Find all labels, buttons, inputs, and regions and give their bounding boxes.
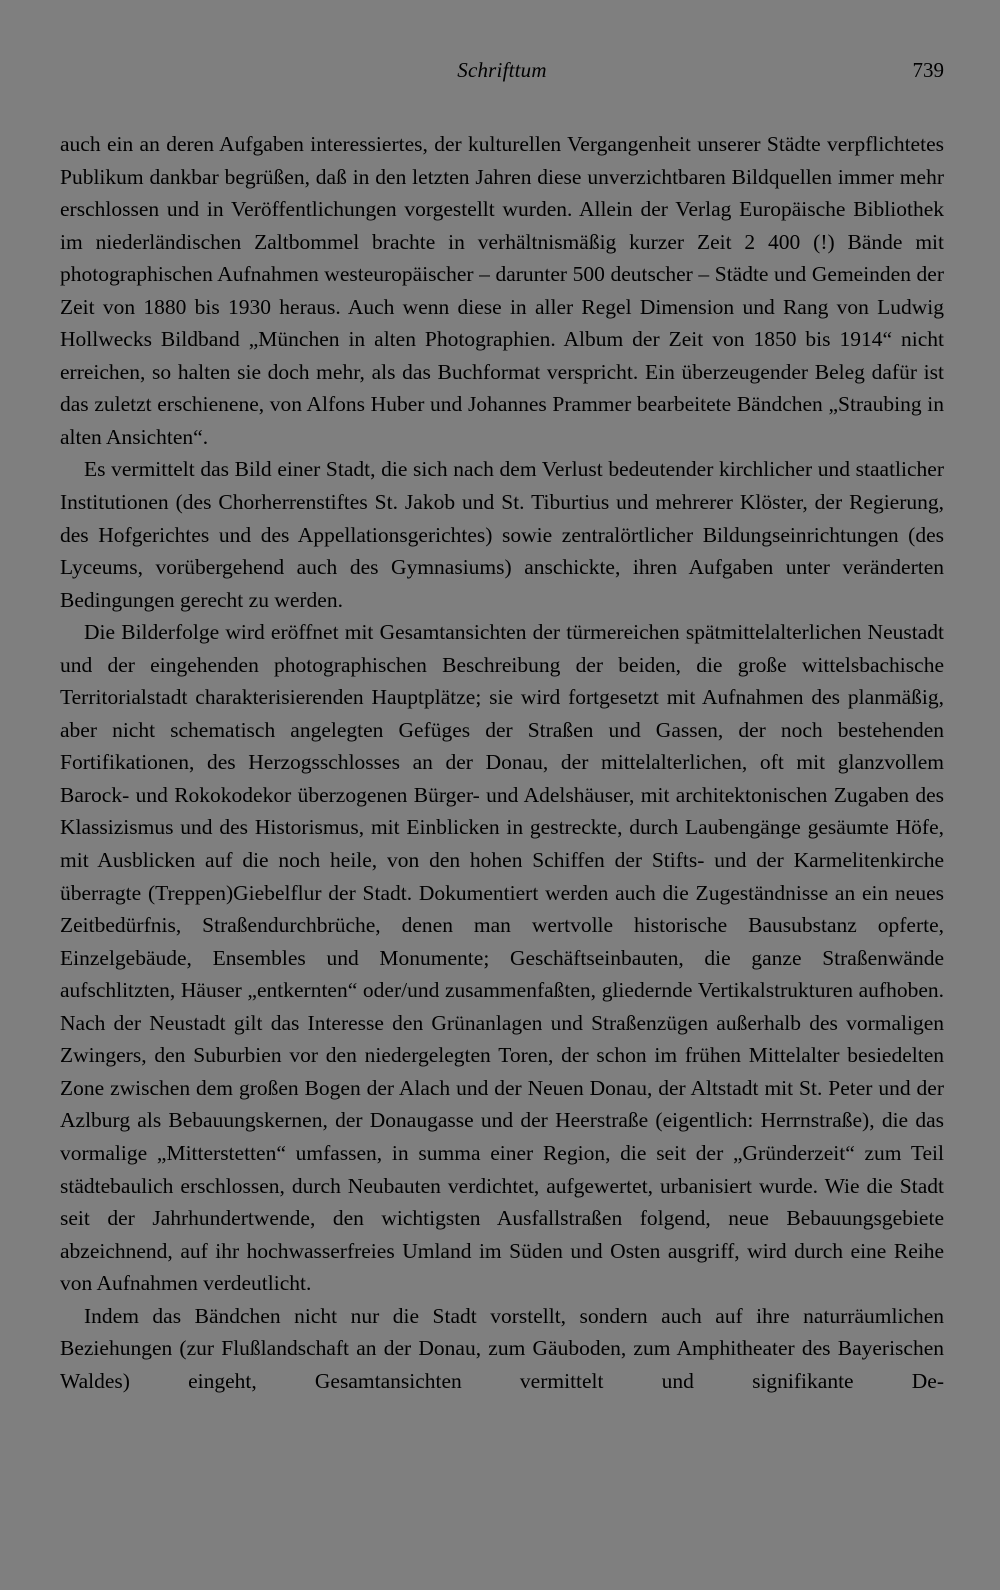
paragraph-2: Es vermittelt das Bild einer Stadt, die sich nach dem Verlust bedeutender kirchlicher und staatlicher Institutionen (des Chorherrenstiftes St. Jakob und St. Tiburtius und mehrerer Klöster, der Regierung, des Hofgerichtes und des Appellationsgerichtes) sowie zentralörtlicher Bildungseinrichtungen (des Lyceums, vorübergehend auch des Gymnasiums) anschickte, ihren Aufgaben unter veränderten Bedingungen gerecht zu werden. xyxy=(60,457,944,612)
paragraph-4: Indem das Bändchen nicht nur die Stadt vorstellt, sondern auch auf ihre naturräumlichen Beziehungen (zur Flußlandschaft an der Donau, zum Gäuboden, zum Amphitheater des Bayerischen Waldes) eingeht, Gesamtansichten vermittelt und signifikante De- xyxy=(60,1303,944,1393)
paragraph-3: Die Bilderfolge wird eröffnet mit Gesamtansichten der türmereichen spätmittelalterlichen Neustadt und der eingehenden photographischen Beschreibung der beiden, die große wittelsbachische Territorialstadt charakterisierenden Hauptplätze; sie wird fortgesetzt mit Aufnahmen des planmäßig, aber nicht schematisch angelegten Gefüges der Straßen und Gassen, der noch bestehenden Fortifikationen, des Herzogsschlosses an der Donau, der mittelalterlichen, oft mit glanzvollem Barock- und Rokokodekor überzogenen Bürger- und Adelshäuser, mit architektonischen Zugaben des Klassizismus und des Historismus, mit Einblicken in gestreckte, durch Laubengänge gesäumte Höfe, mit Ausblicken auf die noch heile, von den hohen Schiffen der Stifts- und der Karmelitenkirche überragte (Treppen)Giebelflur der Stadt. Dokumentiert werden auch die Zugeständnisse an ein neues Zeitbedürfnis, Straßendurchbrüche, denen man wertvolle historische Bausubstanz opferte, Einzelgebäude, Ensembles und Monumente; Geschäftseinbauten, die ganze Straßenwände aufschlitzten, Häuser „entkernten“ oder/und zusammenfaßten, gliedernde Vertikalstrukturen aufhoben. Nach der Neustadt gilt das Interesse den Grünanlagen und Straßenzügen außerhalb des vormaligen Zwingers, den Suburbien vor den niedergelegten Toren, der schon im frühen Mittelalter besiedelten Zone zwischen dem großen Bogen der Alach und der Neuen Donau, der Altstadt mit St. Peter und der Azlburg als Bebauungskernen, der Donaugasse und der Heerstraße (eigentlich: Herrnstraße), die das vormalige „Mitterstetten“ umfassen, in summa einer Region, die seit der „Gründerzeit“ zum Teil städtebaulich erschlossen, durch Neubauten verdichtet, aufgewertet, urbanisiert wurde. Wie die Stadt seit der Jahrhundertwende, den wichtigsten Ausfallstraßen folgend, neue Bebauungsgebiete abzeichnend, auf ihr hochwasserfreies Umland im Süden und Osten ausgriff, wird durch eine Reihe von Aufnahmen verdeutlicht. xyxy=(60,620,944,1296)
running-title: Schrifttum xyxy=(457,58,547,82)
paragraph-1: auch ein an deren Aufgaben interessiertes, der kulturellen Vergangenheit unserer Städte verpflichtetes Publikum dankbar begrüßen, daß in den letzten Jahren diese unverzichtbaren Bildquellen immer mehr erschlossen und in Veröffentlichungen vorgestellt wurden. Allein der Verlag Europäische Bibliothek im niederländischen Zaltbommel brachte in verhältnismäßig kurzer Zeit 2 400 (!) Bände mit photographischen Aufnahmen westeuropäischer – darunter 500 deutscher – Städte und Gemeinden der Zeit von 1880 bis 1930 heraus. Auch wenn diese in aller Regel Dimension und Rang von Ludwig Hollwecks Bildband „München in alten Photographien. Album der Zeit von 1850 bis 1914“ nicht erreichen, so halten sie doch mehr, als das Buchformat verspricht. Ein überzeugender Beleg dafür ist das zuletzt erschienene, von Alfons Huber und Johannes Prammer bearbeitete Bändchen „Straubing in alten Ansichten“. xyxy=(60,132,944,449)
page-header xyxy=(60,58,944,88)
body-text xyxy=(60,128,944,1397)
page-number: 739 xyxy=(912,58,944,82)
